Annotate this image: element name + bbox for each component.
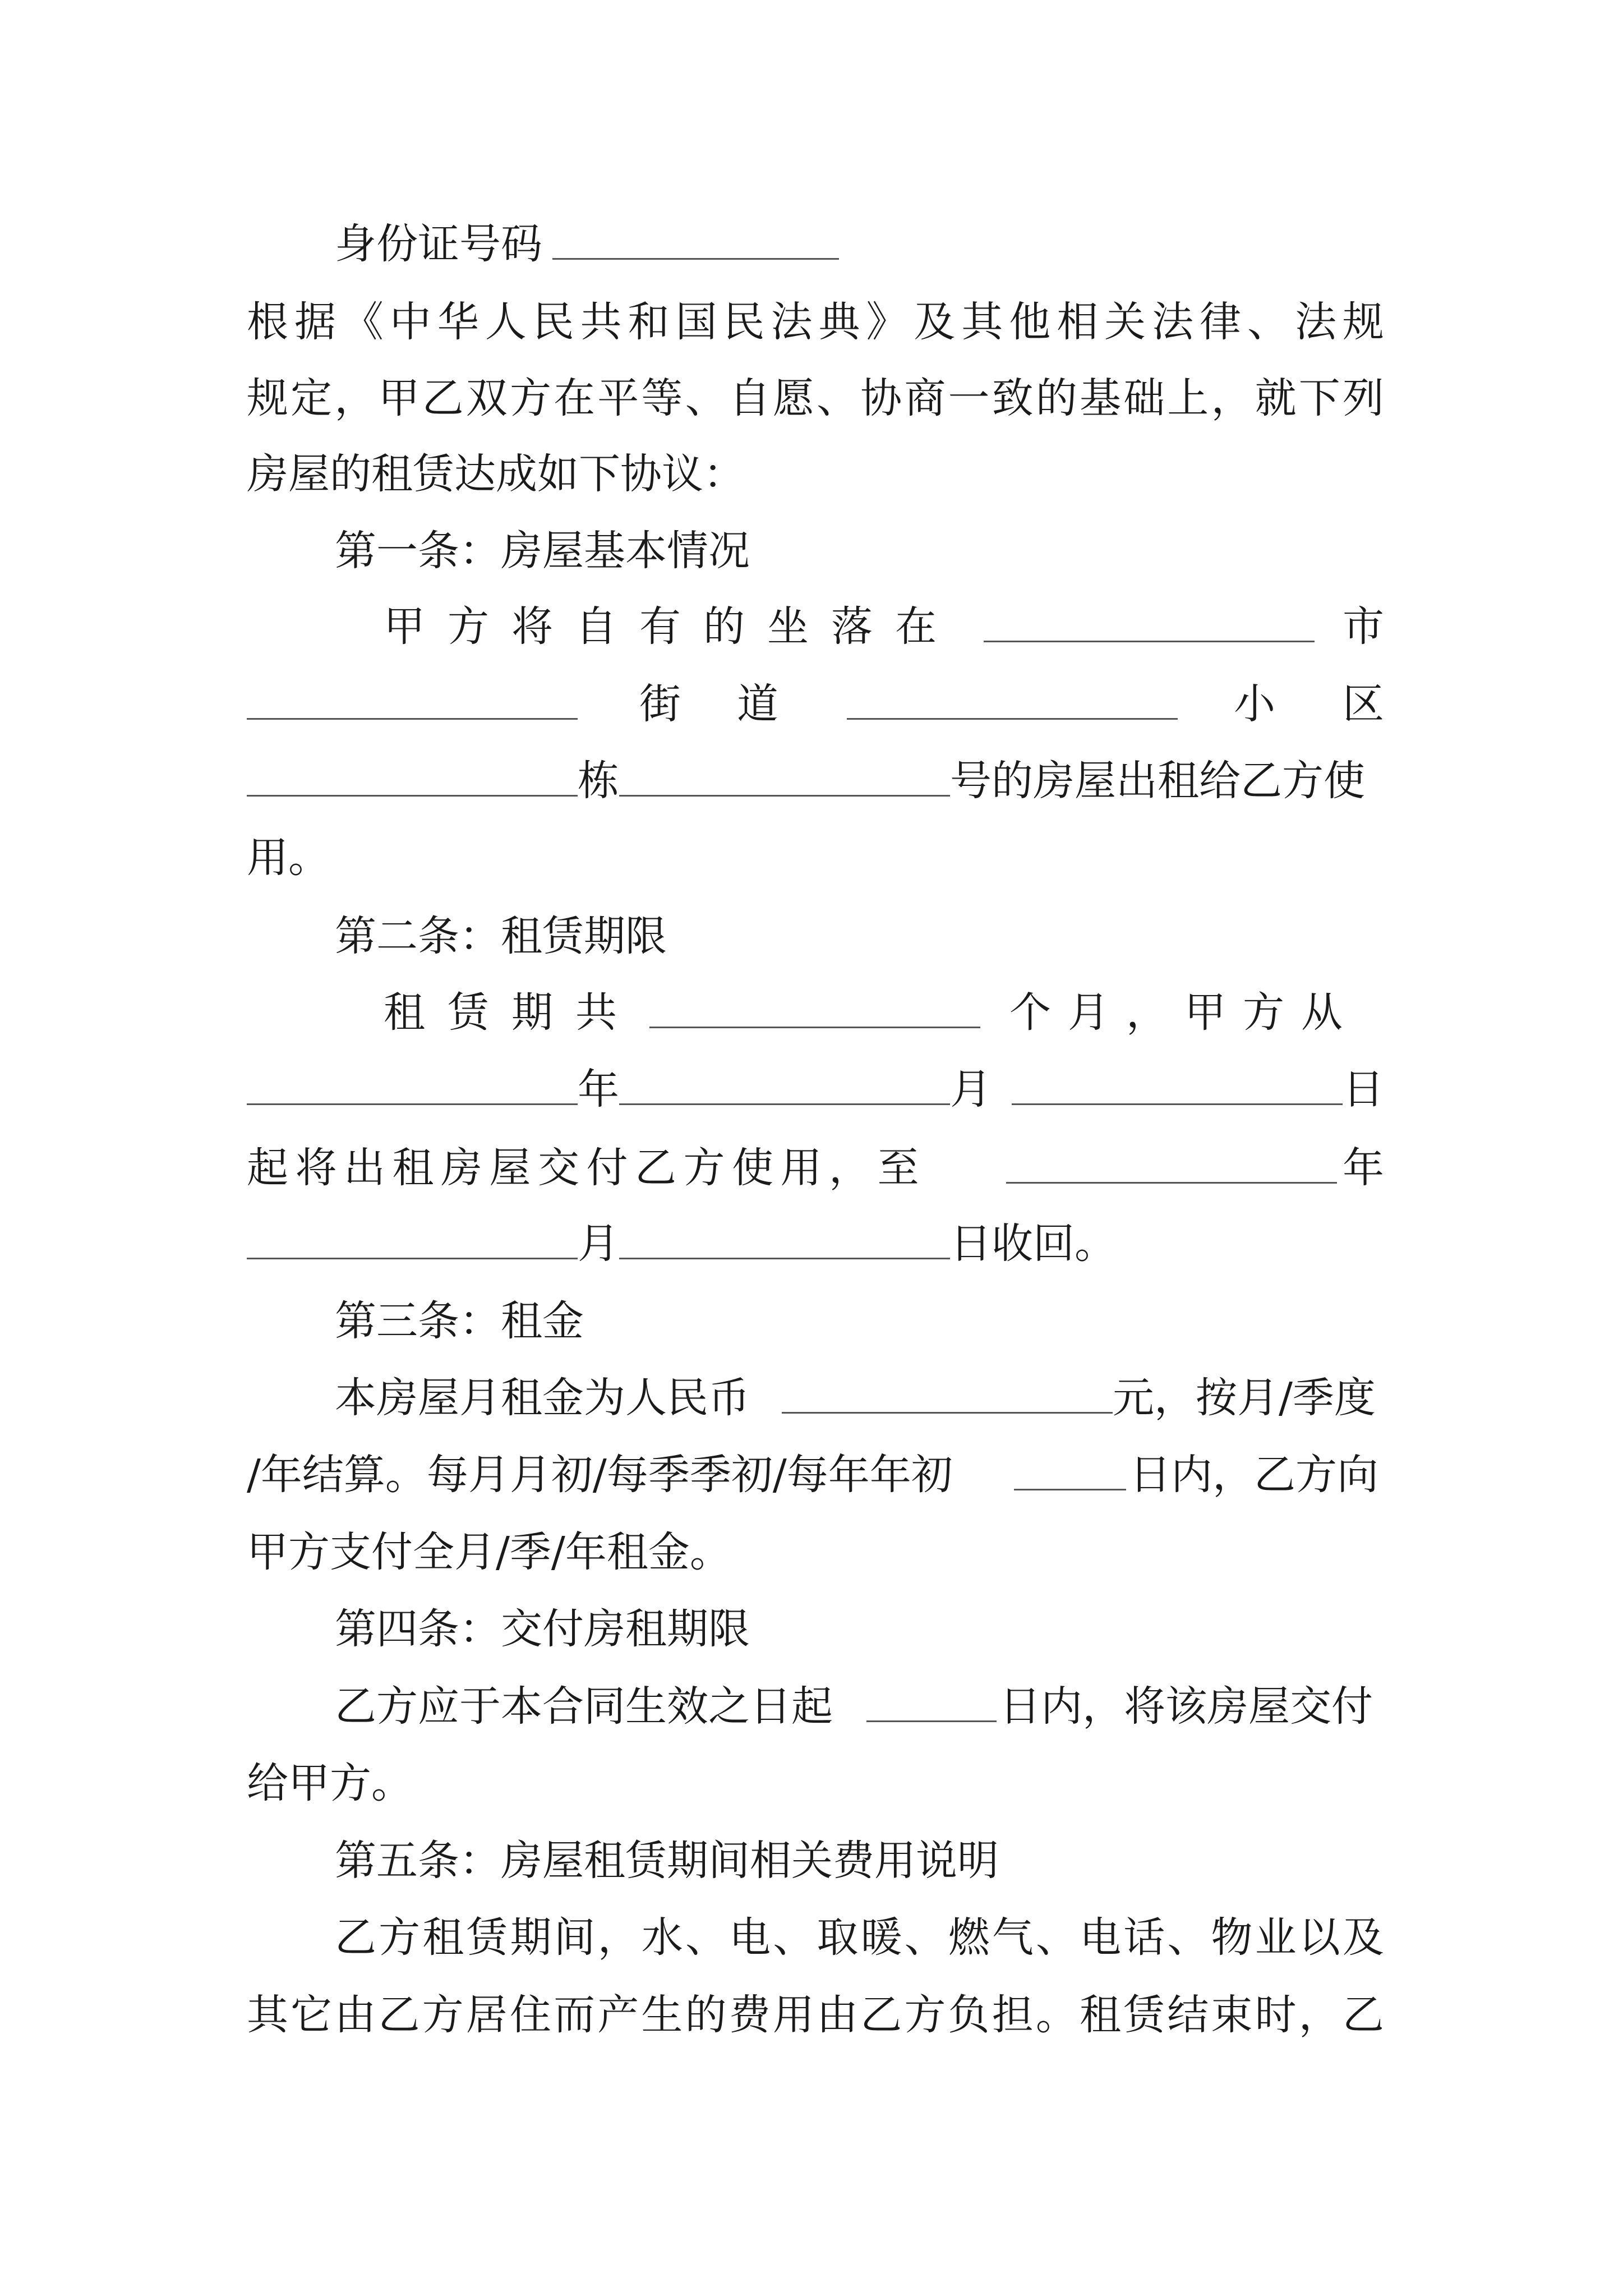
building-blank [619, 760, 950, 797]
rent-tail: 元，按月/季度 [1113, 1374, 1376, 1422]
intro-line-3 [0, 450, 1623, 498]
end-day-blank [619, 1223, 950, 1259]
art1-location-text: 甲方将自有的坐落在 [384, 602, 959, 651]
community-label: 小区 [1234, 680, 1451, 728]
city-blank [984, 606, 1315, 642]
end-year-label: 年 [1343, 1144, 1384, 1192]
intro-text-3: 房屋的租赁达成如下协议： [247, 450, 745, 498]
payment-text: 甲方支付全月/季/年租金。 [247, 1528, 731, 1576]
months-blank [649, 992, 980, 1028]
end-month-label: 月 [578, 1220, 619, 1268]
article-4-line-2 [0, 1759, 1623, 1807]
article-5-title: 第五条：房屋租赁期间相关费用说明 [335, 1837, 999, 1885]
intro-text-2: 规 定 ， 甲 乙 双 方 在 平 等 、 自 愿 、 协 商 一 致 的 基 础 上 ， 就 下 列 [247, 374, 1384, 422]
rent-text: 本房屋月租金为人民币 [335, 1374, 750, 1422]
community-blank [247, 760, 578, 797]
start-year-blank [247, 1069, 578, 1105]
article-4-title: 第四条：交付房租期限 [335, 1605, 750, 1653]
delivery-days-blank [866, 1686, 997, 1722]
end-month-blank [247, 1223, 578, 1259]
end-year-blank [1006, 1147, 1337, 1184]
settlement-text: /年结算。每月月初/每季季初/每年年初 [247, 1451, 953, 1499]
article-4-heading [0, 1605, 1623, 1653]
article-2-line-4 [0, 1220, 1623, 1268]
fees-text-1: 乙 方 租 赁 期 间 ， 水 、 电 、 取 暖 、 燃 气 、 电 话 、 物 业 以 及 [335, 1913, 1384, 1962]
article-3-line-2 [0, 1451, 1623, 1499]
art1-use-text: 用。 [247, 834, 330, 882]
article-2-line-1 [0, 988, 1623, 1037]
start-year-label: 年 [578, 1065, 619, 1114]
article-2-heading [0, 912, 1623, 960]
article-1-line-3 [0, 757, 1623, 805]
article-3-line-1 [0, 1374, 1623, 1422]
settlement-tail: 日内，乙方向 [1129, 1451, 1378, 1499]
art1-room-text: 号的房屋出租给乙方使 [950, 757, 1365, 805]
article-2-line-2 [0, 1065, 1623, 1114]
district-blank [247, 683, 578, 720]
article-4-line-1 [0, 1682, 1623, 1731]
article-3-line-3 [0, 1528, 1623, 1576]
article-2-line-3 [0, 1144, 1623, 1192]
article-1-heading [0, 527, 1623, 575]
city-label: 市 [1343, 602, 1384, 651]
payment-days-blank [1014, 1454, 1126, 1490]
article-5-heading [0, 1837, 1623, 1885]
lease-term-tail: 个月，甲方从 [1009, 988, 1359, 1037]
article-1-line-1 [0, 602, 1623, 651]
fees-text-2: 其 它 由 乙 方 居 住 而 产 生 的 费 用 由 乙 方 负 担 。 租 赁 结 束 时 ， 乙 [247, 1991, 1384, 2039]
start-month-blank [619, 1069, 950, 1105]
article-1-title: 第一条：房屋基本情况 [335, 527, 750, 575]
end-day-text: 日收回。 [950, 1220, 1116, 1268]
id-number-line [0, 220, 1623, 268]
article-5-line-2 [247, 1991, 1384, 2039]
article-1-line-4 [0, 834, 1623, 882]
article-5-line-1 [335, 1913, 1384, 1962]
article-2-title: 第二条：租赁期限 [335, 912, 667, 960]
delivery-text: 乙方应于本合同生效之日起 [335, 1682, 833, 1731]
article-3-heading [0, 1297, 1623, 1345]
delivery-tail: 日内，将该房屋交付 [999, 1682, 1373, 1731]
handover-text: 起将出租房屋交付乙方使用，至 [247, 1144, 926, 1192]
street-label: 街道 [639, 680, 834, 728]
delivery-end-text: 给甲方。 [247, 1759, 413, 1807]
intro-line-1 [247, 298, 1384, 346]
article-1-line-2 [0, 680, 1623, 728]
id-number-label: 身份证号码 [335, 220, 542, 268]
rent-amount-blank [782, 1377, 1113, 1414]
start-day-blank [1012, 1069, 1343, 1105]
start-month-label: 月 [950, 1065, 992, 1114]
intro-line-2 [247, 374, 1384, 422]
building-label: 栋 [578, 757, 619, 805]
id-number-blank [552, 223, 839, 260]
start-day-label: 日 [1343, 1065, 1384, 1114]
lease-term-text: 租赁期共 [384, 988, 639, 1037]
article-3-title: 第三条：租金 [335, 1297, 584, 1345]
street-blank [847, 683, 1178, 720]
intro-text-1: 根 据 《 中 华 人 民 共 和 国 民 法 典 》 及 其 他 相 关 法 律 、 法 规 [247, 298, 1384, 346]
